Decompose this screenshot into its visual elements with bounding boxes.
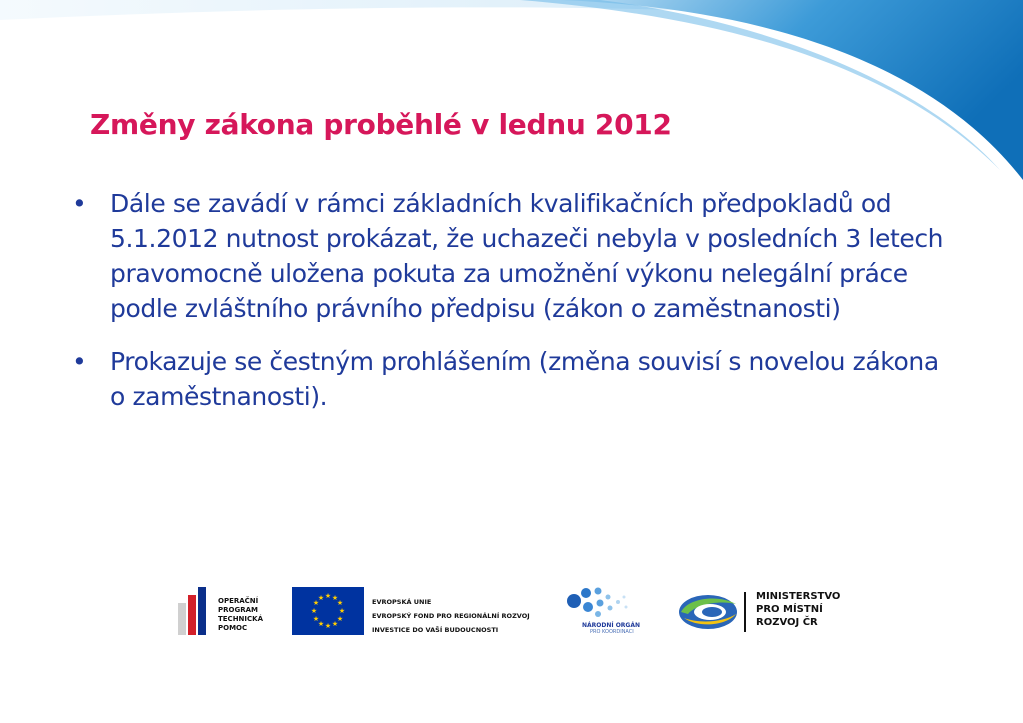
svg-text:★: ★ bbox=[310, 607, 318, 615]
mmr-emblem-icon bbox=[678, 592, 740, 632]
optp-logo bbox=[178, 587, 278, 637]
mmr-line2: PRO MÍSTNÍ bbox=[756, 604, 823, 615]
eu-logo bbox=[292, 587, 552, 637]
bullet-marker: • bbox=[72, 189, 87, 218]
optp-bars-icon bbox=[178, 587, 216, 637]
eu-line2: EVROPSKÝ FOND PRO REGIONÁLNÍ ROZVOJ bbox=[372, 612, 530, 620]
svg-text:★: ★ bbox=[317, 594, 325, 602]
eu-line1: EVROPSKÁ UNIE bbox=[372, 598, 432, 606]
nok-line2: PRO KOORDINACI bbox=[590, 629, 634, 635]
header-swoosh-decoration bbox=[0, 0, 1023, 200]
bullet-text: Prokazuje se čestným prohlášením (změna souvisí s novelou zákona o zaměstnanosti). bbox=[110, 347, 939, 411]
nok-dots-icon bbox=[562, 585, 632, 621]
svg-text:★: ★ bbox=[331, 620, 339, 628]
eu-flag-icon bbox=[292, 587, 364, 635]
optp-line3: TECHNICKÁ bbox=[218, 615, 263, 623]
optp-line2: PROGRAM bbox=[218, 606, 258, 614]
svg-text:★: ★ bbox=[312, 599, 320, 607]
svg-text:★: ★ bbox=[324, 592, 332, 600]
nok-line1: NÁRODNÍ ORGÁN bbox=[582, 622, 641, 629]
optp-line1: OPERAČNÍ bbox=[218, 597, 259, 605]
bullet-marker: • bbox=[72, 347, 87, 376]
svg-text:★: ★ bbox=[317, 620, 325, 628]
svg-text:★: ★ bbox=[338, 607, 346, 615]
svg-text:★: ★ bbox=[336, 615, 344, 623]
bullet-text: Dále se zavádí v rámci základních kvalifikačních předpokladů od 5.1.2012 nutnost prokázat, že uchazeči nebyla v posledních 3 letech pravomocně uložena pokuta za umožnění výkonu nelegální práce podle zvláštního právního předpisu (zákon o zaměstnanosti) bbox=[110, 189, 944, 323]
bullet-list bbox=[72, 186, 952, 432]
slide-title: Změny zákona proběhlé v lednu 2012 bbox=[90, 108, 672, 141]
mmr-logo bbox=[678, 590, 858, 634]
eu-line3: INVESTICE DO VAŠÍ BUDOUCNOSTI bbox=[372, 626, 499, 634]
bullet-item bbox=[72, 186, 952, 326]
svg-text:★: ★ bbox=[324, 622, 332, 630]
mmr-line1: MINISTERSTVO bbox=[756, 591, 841, 602]
svg-text:★: ★ bbox=[331, 594, 339, 602]
mmr-divider bbox=[744, 592, 746, 632]
nok-logo bbox=[560, 585, 650, 640]
svg-text:★: ★ bbox=[336, 599, 344, 607]
optp-line4: POMOC bbox=[218, 624, 248, 632]
svg-text:★: ★ bbox=[312, 615, 320, 623]
bullet-item bbox=[72, 344, 952, 414]
mmr-line3: ROZVOJ ČR bbox=[756, 617, 818, 628]
